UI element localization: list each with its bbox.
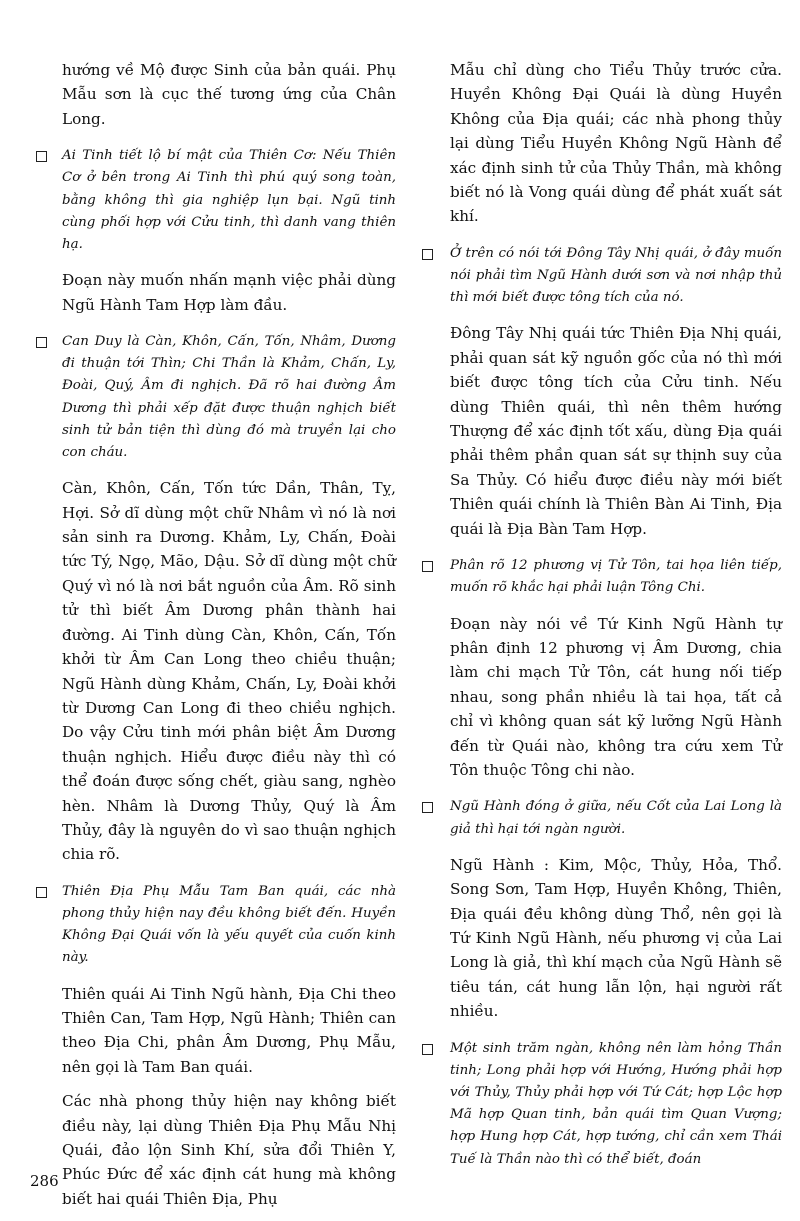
checkbox-bullet-icon <box>422 802 433 813</box>
paragraph: Mẫu chỉ dùng cho Tiểu Thủy trước cửa. Huyền Không Đại Quái là dùng Huyền Không của Địa quái; các nhà phong thủy lại dùng Tiểu Huyền Không Ngũ Hành để xác định sinh tử của Thủy Thần, mà không biết nó là Vong quái dùng để phát xuất sát khí. <box>450 61 782 226</box>
list-item <box>418 243 782 310</box>
checkbox-bullet-icon <box>422 561 433 572</box>
list-item-text: Thiên Địa Phụ Mẫu Tam Ban quái, các nhà phong thủy hiện nay đều không biết đến. Huyền Không Đại Quái vốn là yếu quyết của cuốn kinh này. <box>62 883 396 966</box>
paragraph: Đoạn này nói về Tứ Kinh Ngũ Hành tự phân định 12 phương vị Âm Dương, chia làm chi mạch Tử Tôn, cát hung nối tiếp nhau, song phần nhiều là tai họa, tất cả chỉ vì không quan sát kỹ lưỡng Ngũ Hành đến từ Quái nào, không tra cứu xem Tử Tôn thuộc Tông chi nào. <box>450 614 782 779</box>
paragraph: Đông Tây Nhị quái tức Thiên Địa Nhị quái, phải quan sát kỹ nguồn gốc của nó thì mới biết được tông tích của Cửu tinh. Nếu dùng Thiên quái, thì nên thêm hướng Thượng để xác định tốt xấu, dùng Địa quái phải thêm phần quan sát sự thịnh suy của Sa Thủy. Có hiểu được điều này mới biết Thiên quái chính là Thiên Bàn Ai Tinh, Địa quái là Địa Bàn Tam Hợp. <box>450 324 782 538</box>
paragraph: hướng về Mộ được Sinh của bản quái. Phụ Mẫu sơn là cục thế tương ứng của Chân Long. <box>62 61 396 128</box>
checkbox-bullet-icon <box>422 1044 433 1055</box>
paragraph: Các nhà phong thủy hiện nay không biết điều này, lại dùng Thiên Địa Phụ Mẫu Nhị Quái, đảo lộn Sinh Khí, sửa đổi Thiên Y, Phúc Đức để xác định cát hung mà không biết hai quái Thiên Địa, Phụ <box>62 1092 396 1208</box>
paragraph: Đoạn này muốn nhấn mạnh việc phải dùng Ngũ Hành Tam Hợp làm đầu. <box>62 271 396 314</box>
checkbox-bullet-icon <box>422 249 433 260</box>
checkbox-bullet-icon <box>36 151 47 162</box>
paragraph: Ngũ Hành : Kim, Mộc, Thủy, Hỏa, Thổ. Song Sơn, Tam Hợp, Huyền Không, Thiên, Địa quái đều không dùng Thổ, nên gọi là Tứ Kinh Ngũ Hành, nếu phương vị của Lai Long là giả, thì khí mạch của Ngũ Hành sẽ tiêu tán, cát hung lẫn lộn, hại người rất nhiều. <box>450 855 782 1021</box>
checkbox-bullet-icon <box>36 887 47 898</box>
list-item <box>34 881 396 970</box>
list-item <box>34 145 396 256</box>
list-item <box>418 796 782 840</box>
checkbox-bullet-icon <box>36 337 47 348</box>
list-item <box>34 331 396 464</box>
list-item <box>418 555 782 599</box>
paragraph: Thiên quái Ai Tinh Ngũ hành, Địa Chi theo Thiên Can, Tam Hợp, Ngũ Hành; Thiên can theo Địa Chi, phân Âm Dương, Phụ Mẫu, nên gọi là Tam Ban quái. <box>62 984 396 1076</box>
paragraph: Càn, Khôn, Cấn, Tốn tức Dần, Thân, Tỵ, Hợi. Sở dĩ dùng một chữ Nhâm vì nó là nơi sản sinh ra Dương. Khảm, Ly, Chấn, Đoài tức Tý, Ngọ, Mão, Dậu. Sở dĩ dùng một chữ Quý vì nó là nơi bắt nguồn của Âm. Rõ sinh tử thì biết Âm Dương phân thành hai đường. Ai Tinh dùng Càn, Khôn, Cấn, Tốn khởi từ Âm Can Long theo chiều thuận; Ngũ Hành dùng Khảm, Chấn, Ly, Đoài khởi từ Dương Can Long đi theo chiều nghịch. Do vậy Cửu tinh mới phân biệt Âm Dương thuận nghịch. Hiểu được điều này thì có thể đoán được sống chết, giàu sang, nghèo hèn. Nhâm là Dương Thủy, Quý là Âm Thủy, đây là nguyên do vì sao thuận nghịch chia rõ. <box>62 479 396 864</box>
page-number: 286 <box>30 1172 59 1190</box>
list-item-text: Ai Tinh tiết lộ bí mật của Thiên Cơ: Nếu Thiên Cơ ở bên trong Ai Tinh thì phú quý song toàn, bằng không thì gia nghiệp lụn bại. Ngũ tinh cùng phối hợp với Cửu tinh, thì danh vang thiên hạ. <box>62 148 396 253</box>
list-item-text: Phân rõ 12 phương vị Tử Tôn, tai họa liên tiếp, muốn rõ khắc hại phải luận Tông Chi. <box>450 558 782 596</box>
right-column <box>418 58 782 1183</box>
list-item <box>418 1038 782 1171</box>
list-item-text: Ngũ Hành đóng ở giữa, nếu Cốt của Lai Long là giả thì hại tới ngàn người. <box>450 799 782 837</box>
list-item-text: Can Duy là Càn, Khôn, Cấn, Tốn, Nhâm, Dương đi thuận tới Thìn; Chi Thần là Khảm, Chấn, Ly, Đoài, Quý, Âm đi nghịch. Đã rõ hai đường Âm Dương thì phải xếp đặt được thuận nghịch biết sinh tử bản tiện thì dùng đó mà truyền lại cho con cháu. <box>62 334 396 461</box>
list-item-text: Ở trên có nói tới Đông Tây Nhị quái, ở đây muốn nói phải tìm Ngũ Hành dưới sơn và nơi nhập thủ thì mới biết được tông tích của nó. <box>450 245 782 306</box>
left-column <box>34 58 396 1221</box>
list-item-text: Một sinh trăm ngàn, không nên làm hỏng Thần tinh; Long phải hợp với Hướng, Hướng phải hợp với Thủy, Thủy phải hợp với Tứ Cát; hợp Lộc hợp Mã hợp Quan tinh, bản quái tìm Quan Vượng; hợp Hung hợp Cát, hợp tướng, chỉ cần xem Thái Tuế là Thần nào thì có thể biết, đoán <box>450 1040 782 1167</box>
